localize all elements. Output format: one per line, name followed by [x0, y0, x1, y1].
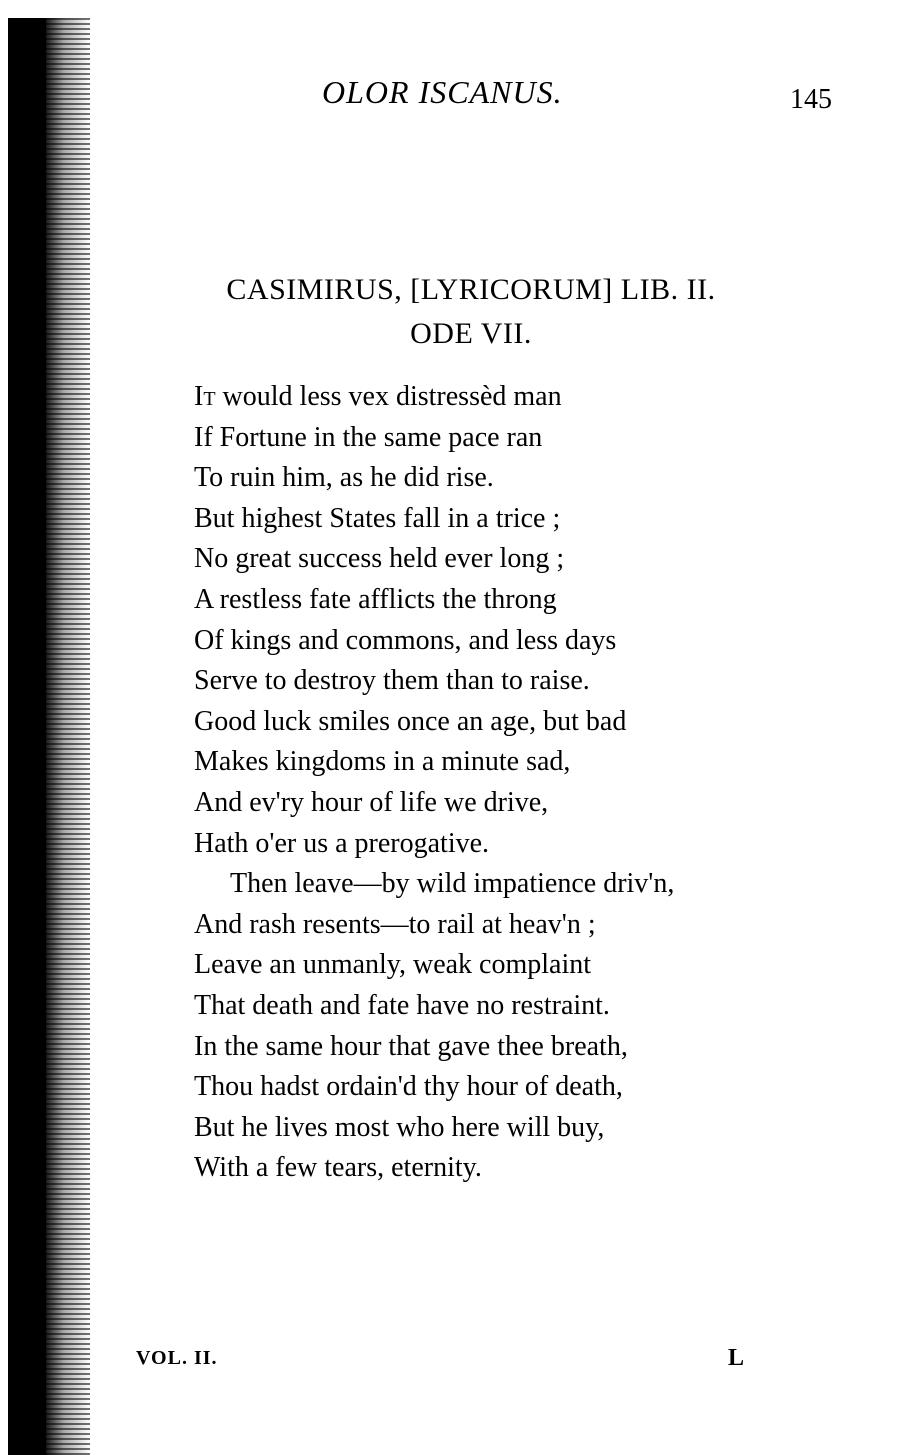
poem-line-indented: Then leave—by wild impatience driv'n, [230, 868, 675, 900]
poem-line: And ev'ry hour of life we drive, [194, 786, 549, 818]
poem-line: To ruin him, as he did rise. [194, 462, 494, 494]
spine-dark-band [8, 18, 46, 1455]
footer-signature-mark: L [728, 1345, 745, 1371]
poem-line: Makes kingdoms in a minute sad, [194, 746, 571, 778]
poem-line: If Fortune in the same pace ran [194, 421, 543, 453]
poem-line: But he lives most who here will buy, [194, 1111, 605, 1143]
poem-line: No great success held ever long ; [194, 543, 565, 575]
poem-line-1-text: would less vex distressèd man [215, 381, 562, 412]
page-number: 145 [790, 84, 832, 115]
poem-initial-word: It [194, 381, 216, 412]
poem-line: Of kings and commons, and less days [194, 624, 617, 656]
running-head [0, 74, 917, 124]
poem-line: And rash resents—to rail at heav'n ; [194, 908, 596, 940]
poem-line: With a few tears, eternity. [194, 1152, 482, 1184]
poem-line: Hath o'er us a prerogative. [194, 827, 490, 859]
poem-line: In the same hour that gave thee breath, [194, 1030, 628, 1062]
poem-line-1 [194, 377, 834, 418]
poem-body [194, 377, 834, 1189]
book-spine-shadow [0, 0, 92, 1455]
poem-line: Leave an unmanly, weak complaint [194, 949, 592, 981]
poem-line: Serve to destroy them than to raise. [194, 665, 590, 697]
poem-line: Good luck smiles once an age, but bad [194, 705, 627, 737]
poem-line: That death and fate have no restraint. [194, 989, 610, 1021]
ode-heading [92, 268, 850, 356]
ode-heading-line-2: ODE VII. [410, 317, 532, 350]
spine-gutter-edge [46, 18, 90, 1455]
footer-volume: VOL. II. [136, 1347, 218, 1369]
poem-line: Thou hadst ordain'd thy hour of death, [194, 1071, 623, 1103]
poem-line: A restless fate afflicts the throng [194, 583, 557, 615]
running-title: OLOR ISCANUS. [322, 74, 563, 110]
poem-line: But highest States fall in a trice ; [194, 502, 561, 534]
ode-heading-line-1: CASIMIRUS, [LYRICORUM] LIB. II. [226, 273, 716, 306]
